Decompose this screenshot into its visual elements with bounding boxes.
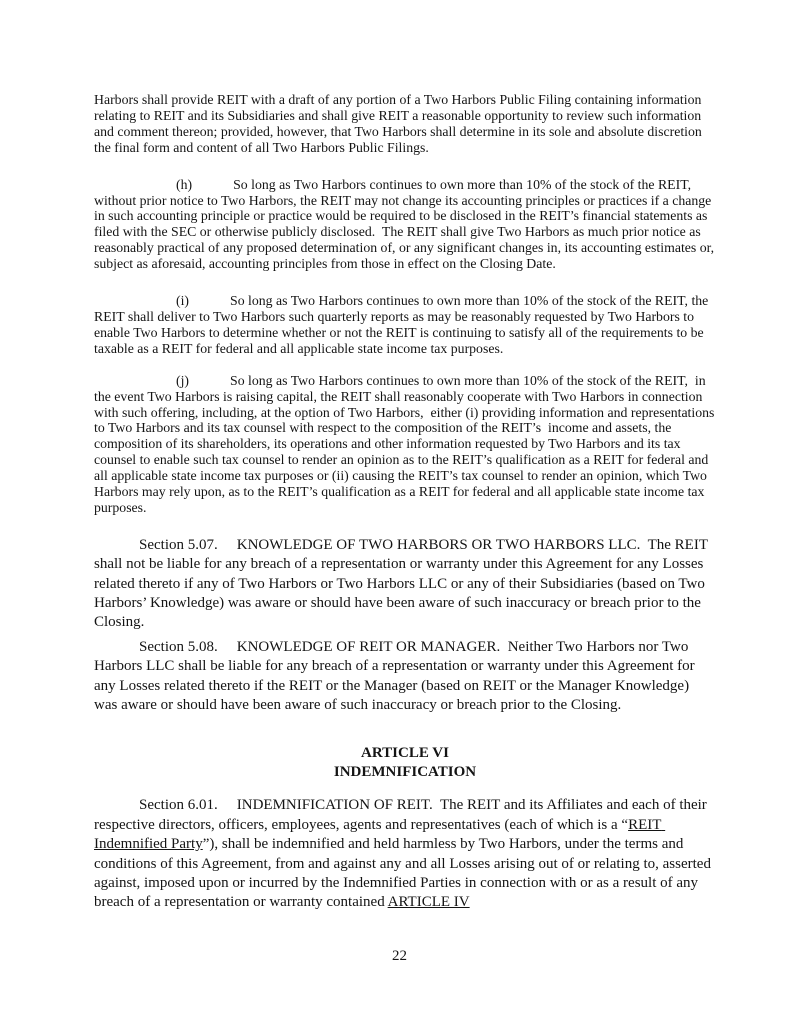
- section-5-07-text: KNOWLEDGE OF TWO HARBORS OR TWO HARBORS LLC. The REIT shall not be liable for any breach of a representation or warranty under this Agreement for any Losses related thereto if any of Two Harbors or Two Harbors LLC or any of their Subsidiaries (based on Two Harbors’ Knowledge) was aware or should have been aware of such inaccuracy or breach prior to the Closing.: [94, 536, 712, 631]
- article-vi-subtitle: INDEMNIFICATION: [333, 763, 477, 780]
- article-vi-title: ARTICLE VI: [361, 744, 449, 761]
- paragraph-i-label: (i): [176, 293, 190, 309]
- section-5-08-text: KNOWLEDGE OF REIT OR MANAGER. Neither Two Harbors nor Two Harbors LLC shall be liable for any breach of a representation or warranty under this Agreement for any Losses related thereto if the REIT or the Manager (based on REIT or the Manager Knowledge) was aware or should have been aware of such inaccuracy or breach prior to the Closing.: [94, 638, 699, 714]
- paragraph-h: [94, 177, 716, 272]
- paragraph-j-text: So long as Two Harbors continues to own more than 10% of the stock of the REIT, in the event Two Harbors is raising capital, the REIT shall reasonably cooperate with Two Harbors in connection with such offering, including, at the option of Two Harbors, either (i) providing information and representations to Two Harbors and its tax counsel with respect to the composition of the REIT’s income and assets, the composition of its shareholders, its operations and other information requested by Two Harbors and its tax counsel to enable such tax counsel to render an opinion as to the REIT’s qualification as a REIT for federal and all applicable state income tax purposes or (ii) causing the REIT’s tax counsel to render an opinion, which Two Harbors may rely upon, as to the REIT’s qualification as a REIT for federal and all applicable state income tax purposes.: [94, 372, 718, 515]
- paragraph-j: [94, 373, 716, 516]
- section-6-01-label: Section 6.01.: [139, 797, 218, 814]
- section-6-01: [94, 796, 716, 912]
- paragraph-h-label: (h): [176, 176, 193, 192]
- paragraph-i-text: So long as Two Harbors continues to own more than 10% of the stock of the REIT, the REIT shall deliver to Two Harbors such quarterly reports as may be reasonably requested by Two Harbors to enable Two Harbors to determine whether or not the REIT is continuing to satisfy all of the requirements to be taxable as a REIT for federal and all applicable state income tax purposes.: [94, 293, 712, 356]
- paragraph-continuation-text: Harbors shall provide REIT with a draft of any portion of a Two Harbors Public Filing containing information relating to REIT and its Subsidiaries and shall give REIT a reasonable opportunity to review such information and comment thereon; provided, however, that Two Harbors shall determine in its sole and absolute discretion the final form and content of all Two Harbors Public Filings.: [94, 92, 706, 155]
- paragraph-i: [94, 293, 716, 357]
- document-body: [94, 0, 716, 913]
- section-5-08-label: Section 5.08.: [139, 638, 218, 655]
- paragraph-j-label: (j): [176, 372, 190, 388]
- page-number: 22: [392, 948, 407, 964]
- paragraph-h-text: So long as Two Harbors continues to own more than 10% of the stock of the REIT, without prior notice to Two Harbors, the REIT may not change its accounting principles or practices if a change in such accounting principle or practice would be required to be disclosed in the REIT’s financial statements as filed with the SEC or otherwise publicly disclosed. The REIT shall give Two Harbors as much prior notice as reasonably practical of any proposed determination of, or any significant changes in, its accounting estimates or, subject as aforesaid, accounting principles from those in effect on the Closing Date.: [94, 176, 718, 272]
- article-vi-heading: [94, 744, 716, 783]
- section-6-01-text: INDEMNIFICATION OF REIT. The REIT and its Affiliates and each of their respective directors, officers, employees, agents and representatives (each of which is a “REIT Indemnified Party”), shall be indemnified and held harmless by Two Harbors, under the terms and conditions of this Agreement, from and against any and all Losses arising out of or relating to, asserted against, imposed upon or incurred by the Indemnified Parties in connection with or as a result of any breach of a representation or warranty contained ARTICLE IV: [94, 797, 715, 911]
- section-5-07-label: Section 5.07.: [139, 536, 218, 553]
- section-5-07: [94, 536, 716, 633]
- paragraph-continuation: [94, 92, 716, 156]
- section-5-08: [94, 638, 716, 716]
